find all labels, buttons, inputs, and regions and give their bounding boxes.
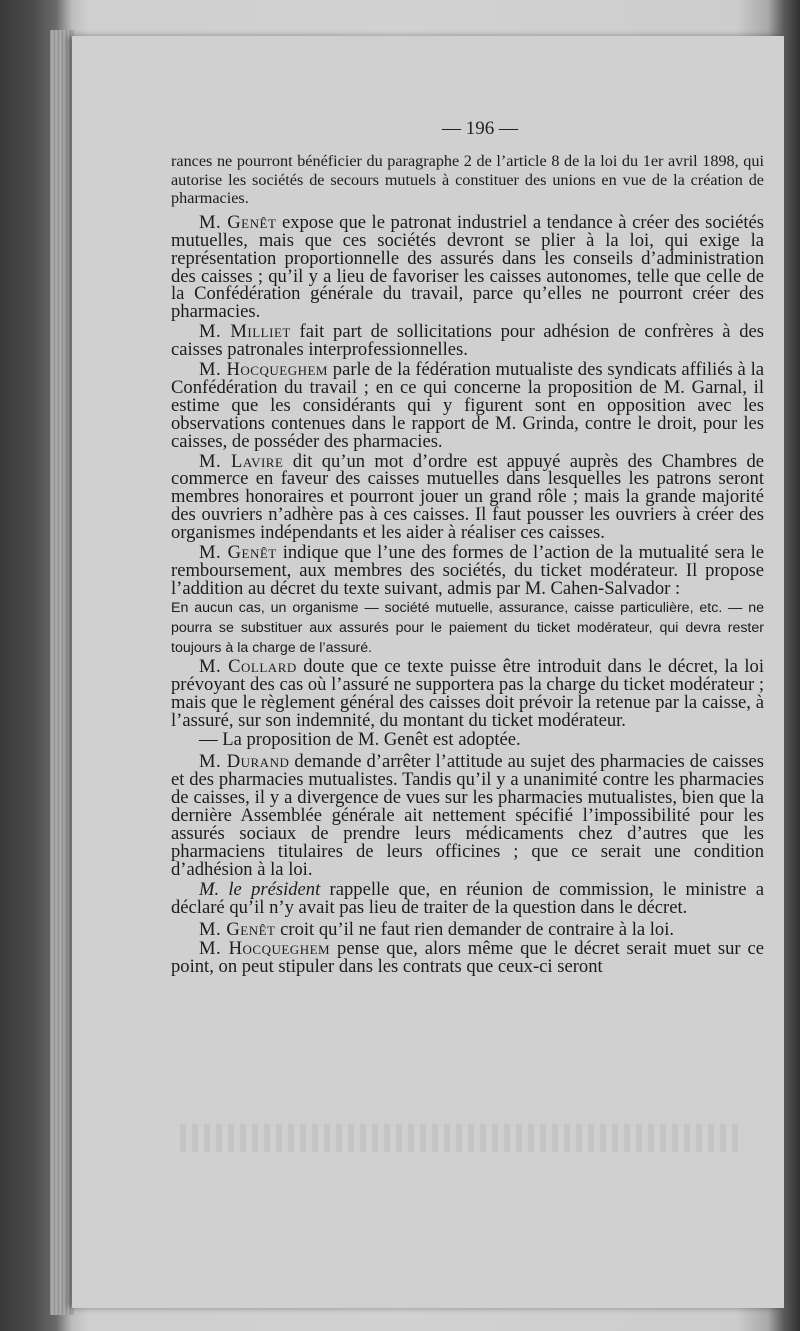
paragraph-text: dit qu’un mot d’ordre est appuyé auprès des Chambres de commerce en faveur des caisses mutuelles dans lesquelles les patrons seront membres honoraires et pourront jouer un grand rôle ; mais la grande majorité des ouvriers n’adhère pas à ces caisses. Il faut pousser les ouvriers à créer des organismes indépendants et les aider à réaliser ces caisses. <box>171 450 765 544</box>
speaker-name: M. Collard <box>199 655 297 677</box>
speaker-name: M. Milliet <box>199 321 291 343</box>
paragraph-text: croit qu’il ne faut rien demander de contraire à la loi. <box>280 918 675 940</box>
page-number: — 196 — <box>442 118 518 139</box>
paragraph-durand <box>171 753 764 878</box>
quoted-decree-text: En aucun cas, un organisme — société mutuelle, assurance, caisse particulière, etc. — ne pourra se substituer aux assurés pour le paiement du ticket modérateur, qui devra rester toujours à la charge de l’assuré. <box>171 599 764 656</box>
paragraph-continuation <box>171 152 764 208</box>
speaker-name: M. Genêt <box>199 211 277 233</box>
paragraph-text: pense que, alors même que le décret serait muet sur ce point, on peut stipuler dans les contrats que ceux-ci seront <box>171 938 764 978</box>
paragraph-text: demande d’arrêter l’attitude au sujet des pharmacies de caisses et des pharmacies mutualistes. Tandis qu’il y a unanimité contre les pharmacies de caisses, il y a divergence de vues sur les pharmacies mutualistes, bien que la dernière Assemblée générale ait nettement spécifié l’impossibilité pour les assurés sociaux de prendre leurs médicaments chez d’autres que les pharmaciens titulaires de leurs officines ; que ce serait une condition d’adhésion à la loi. <box>171 751 764 880</box>
paragraph-adoption: — La proposition de M. Genêt est adoptée. <box>199 729 521 751</box>
speaker-name: M. Lavire <box>199 450 284 472</box>
paragraph-text: rappelle que, en réunion de commission, le ministre a déclaré qu’il n’y avait pas lieu de traiter de la question dans le décret. <box>171 878 764 918</box>
paragraph-genet-1 <box>171 211 764 323</box>
speaker-name: M. Hocqueghem <box>199 938 331 960</box>
paragraph-text: indique que l’une des formes de l’action de la mutualité sera le remboursement, aux membres des sociétés, du ticket modérateur. Il propose l’addition au décret du texte suivant, admis par M. Cahen-Salvador : <box>171 542 765 599</box>
paragraph-genet-3 <box>171 918 764 940</box>
book-binding-edge <box>50 30 74 1315</box>
speaker-name: M. Durand <box>199 751 290 773</box>
paragraph-text: expose que le patronat industriel a tendance à créer des sociétés mutuelles, mais que ces sociétés devront se plier à la loi, qui exige la représentation proportionnelle des assurés dans les conseils d’administration des caisses ; qu’il y a lieu de favoriser les caisses autonomes, telle que celle de la Confédération générale du travail, parce qu’elles ne pourront créer des pharmacies. <box>171 211 764 323</box>
paragraph-genet-2 <box>171 544 764 598</box>
paragraph-text: doute que ce texte puisse être introduit dans le décret, la loi prévoyant des cas où l’assuré ne supportera pas la charge du ticket modérateur ; mais que le règlement général des caisses doit prévoir la retenue par la caisse, à l’assuré, sur son indemnité, du montant du ticket modérateur. <box>171 655 764 731</box>
paragraph-lavire <box>171 450 765 544</box>
paragraph-text: rances ne pourront bénéficier du paragraphe 2 de l’article 8 de la loi du 1er avril 1898, qui autorise les sociétés de secours mutuels à constituer des unions en vue de la création de pharmacies. <box>171 152 764 208</box>
paragraph-hocqueghem-1 <box>171 361 764 451</box>
paragraph-text: parle de la fédération mutualiste des syndicats affiliés à la Confédération du travail ; en ce qui concerne la proposition de M. Garnal, il estime que les considérants qui y figurent sont en opposition avec les observations contenues dans le rapport de M. Grinda, contre le droit, pour les caisses, de posséder des pharmacies. <box>171 359 764 452</box>
show-through-text <box>180 1124 740 1152</box>
paragraph-milliet <box>171 323 764 359</box>
paragraph-text: fait part de sollicitations pour adhésion de confrères à des caisses patronales interprofessionnelles. <box>171 321 764 361</box>
paragraph-hocqueghem-2 <box>171 940 764 976</box>
paragraph-president <box>171 878 764 918</box>
speaker-name: M. le président <box>199 878 321 900</box>
speaker-name: M. Hocqueghem <box>199 359 328 381</box>
speaker-name: M. Genêt <box>199 542 277 564</box>
page-body-text <box>171 152 764 976</box>
paragraph-collard <box>171 655 764 731</box>
speaker-name: M. Genêt <box>199 918 276 940</box>
